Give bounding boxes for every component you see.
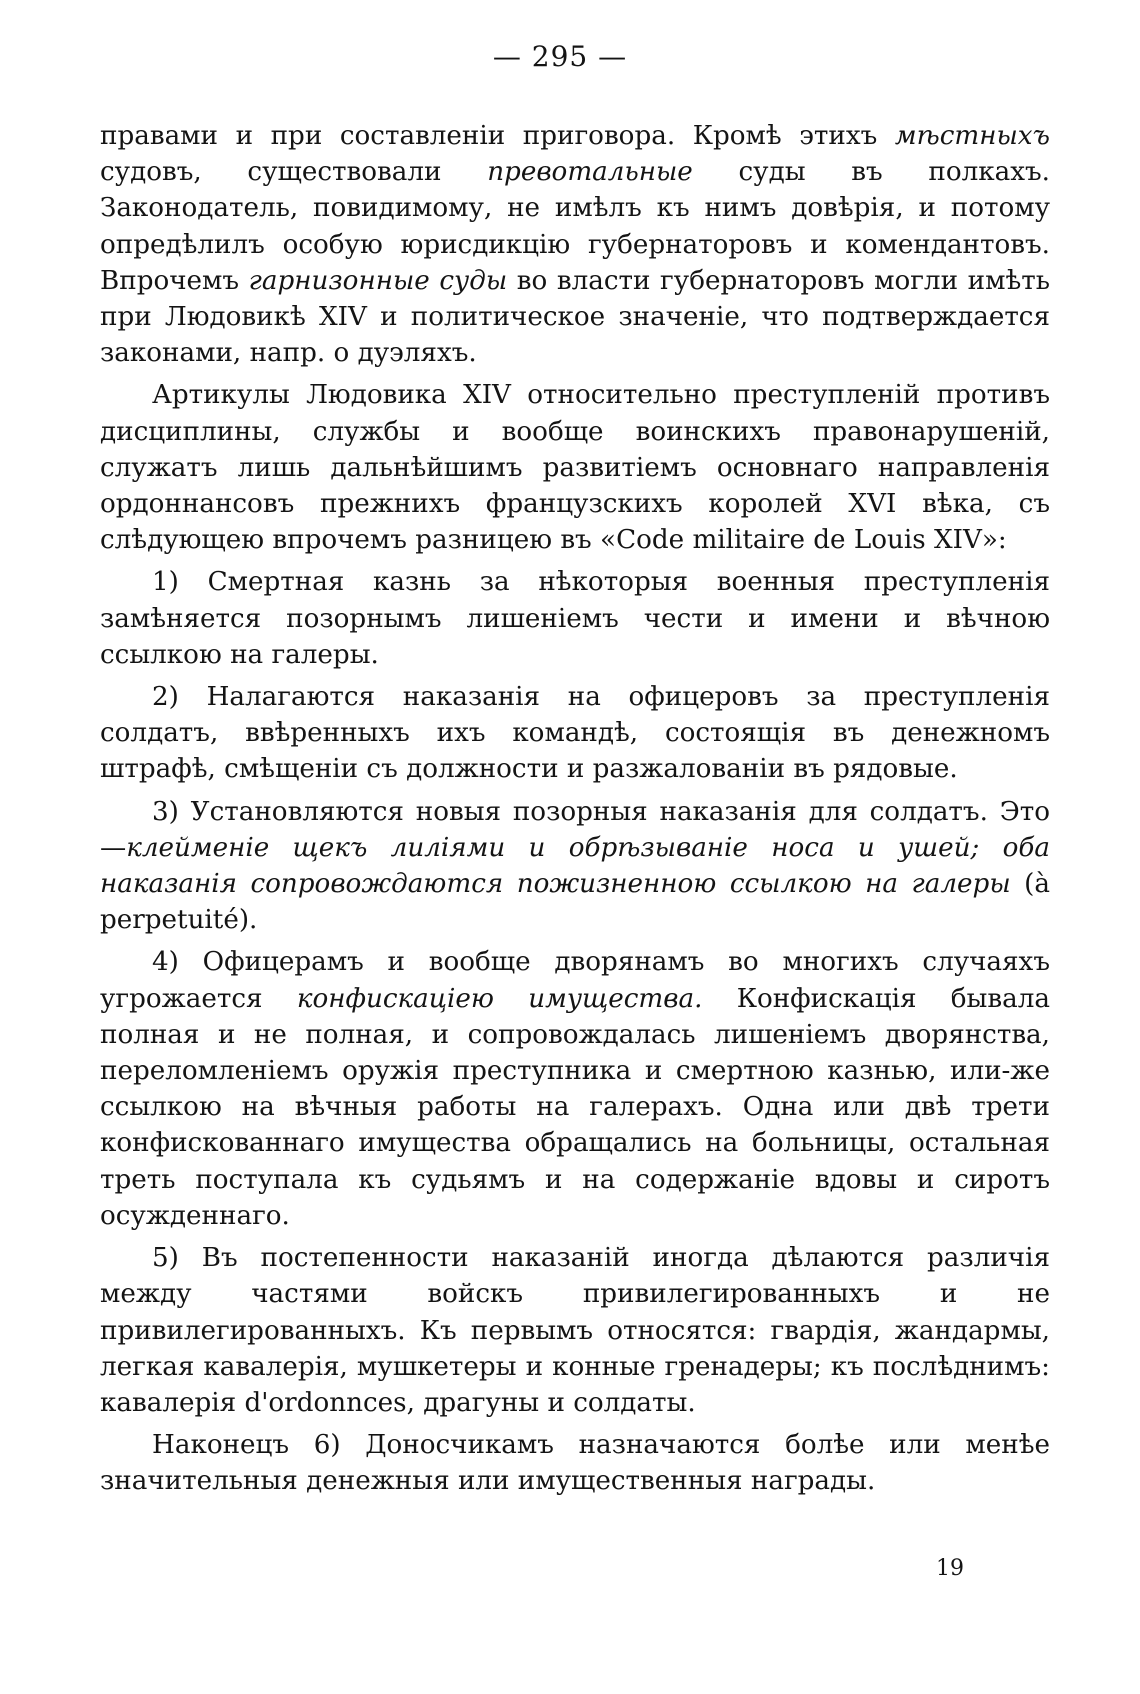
italic-term: гарнизонные суды (248, 265, 508, 296)
signature-mark: 19 (936, 1556, 964, 1581)
paragraph-item-1: 1) Смертная казнь за нѣкоторыя военныя преступленiя замѣняется позорнымъ лишенiемъ чести и имени и вѣчною ссылкою на галеры. (100, 567, 1050, 670)
paragraph-item-3 (100, 794, 1050, 939)
text-span: суды въ полкахъ. Законодатель, повидимому, не имѣлъ къ нимъ довѣрiя, и потому опредѣлилъ особую юрисдикцiю губернаторовъ и комендантовъ. Впрочемъ (100, 157, 1050, 296)
text-span: судовъ, существовали (100, 157, 488, 188)
italic-term: конфискацiею имущества. (296, 983, 703, 1014)
paragraph-continuation (100, 118, 1050, 371)
page-number-header: — 295 — (492, 40, 628, 73)
paragraph-item-4 (100, 944, 1050, 1234)
italic-term: мѣстныхъ (894, 121, 1050, 151)
text-span: 3) Установляются новыя позорныя наказанiя для солдатъ. Это— (100, 796, 1050, 863)
text-span: правами и при составленiи приговора. Кромѣ этихъ (100, 121, 895, 151)
text-span: во власти губернаторовъ могли имѣть при Людовикѣ XIV и политическое значенiе, что подтверждается законами, напр. о дуэляхъ. (100, 265, 1050, 369)
page-body-text (100, 118, 1050, 1500)
paragraph-item-2: 2) Налагаются наказанiя на офицеровъ за преступленiя солдатъ, ввѣренныхъ ихъ командѣ, состоящiя въ денежномъ штрафѣ, смѣщенiи съ должности и разжалованiи въ рядовые. (100, 682, 1050, 785)
text-span: 4) Офицерамъ и вообще дворянамъ во многихъ случаяхъ угрожается (100, 947, 1050, 1014)
text-span: Конфискацiя бывала полная и не полная, и сопровождалась лишенiемъ дворянства, переломленiемъ оружiя преступника и смертною казнью, или-же ссылкою на вѣчныя работы на галерахъ. Одна или двѣ трети конфискованнаго имущества обращались на больницы, остальная треть поступала къ судьямъ и на содержанiе вдовы и сиротъ осужденнаго. (100, 983, 1051, 1231)
italic-term: превотальные (487, 157, 693, 188)
paragraph-item-5: 5) Въ постепенности наказанiй иногда дѣлаются различiя между частями войскъ привилегированныхъ и не привилегированныхъ. Къ первымъ относятся: гвардiя, жандармы, легкая кавалерiя, мушкетеры и конные гренадеры; къ послѣднимъ: кавалерiя d'ordonnces, драгуны и солдаты. (100, 1243, 1050, 1418)
paragraph-articles-intro: Артикулы Людовика XIV относительно преступленiй противъ дисциплины, службы и вообще воинскихъ правонарушенiй, служатъ лишь дальнѣйшимъ развитiемъ основнаго направленiя ордоннансовъ прежнихъ французскихъ королей XVI вѣка, съ слѣдующею впрочемъ разницею въ «Code militaire de Louis XIV»: (100, 380, 1050, 556)
paragraph-item-6: Наконецъ 6) Доносчикамъ назначаются болѣе или менѣе значительныя денежныя или имущественныя награды. (100, 1430, 1050, 1497)
text-span: (à perpetuité). (100, 869, 1051, 936)
italic-term: клейменiе щекъ лилiями и обрѣзыванiе носа и ушей; оба наказанiя сопровождаются пожизненною ссылкою на галеры (100, 832, 1050, 900)
